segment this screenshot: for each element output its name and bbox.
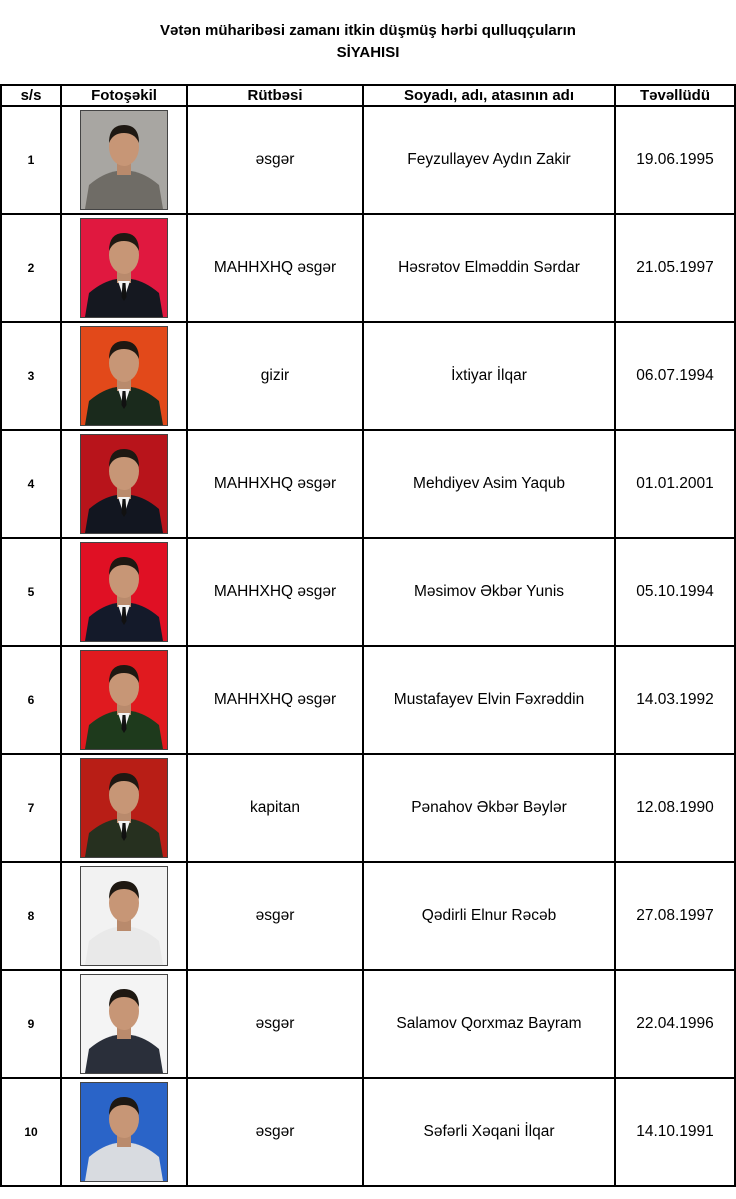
portrait-uniform-icon xyxy=(80,542,168,642)
birthdate-cell: 21.05.1997 xyxy=(615,214,735,322)
row-number: 7 xyxy=(1,754,61,862)
row-number: 8 xyxy=(1,862,61,970)
photo-cell xyxy=(61,1078,187,1186)
rank-cell: əsgər xyxy=(187,970,363,1078)
table-row xyxy=(1,970,735,1078)
photo-cell xyxy=(61,970,187,1078)
header-photo: Fotoşəkil xyxy=(61,85,187,106)
table-row xyxy=(1,430,735,538)
name-cell: Salamov Qorxmaz Bayram xyxy=(363,970,615,1078)
rank-cell: MAHHXHQ əsgər xyxy=(187,646,363,754)
name-cell: Pənahov Əkbər Bəylər xyxy=(363,754,615,862)
name-cell: Mustafayev Elvin Fəxrəddin xyxy=(363,646,615,754)
table-row xyxy=(1,1078,735,1186)
rank-cell: kapitan xyxy=(187,754,363,862)
portrait-civilian-icon xyxy=(80,1082,168,1182)
photo-cell xyxy=(61,646,187,754)
portrait-uniform-icon xyxy=(80,434,168,534)
row-number: 4 xyxy=(1,430,61,538)
table-row xyxy=(1,322,735,430)
name-cell: Mehdiyev Asim Yaqub xyxy=(363,430,615,538)
header-rank: Rütbəsi xyxy=(187,85,363,106)
birthdate-cell: 27.08.1997 xyxy=(615,862,735,970)
header-name: Soyadı, adı, atasının adı xyxy=(363,85,615,106)
photo-cell xyxy=(61,214,187,322)
rank-cell: MAHHXHQ əsgər xyxy=(187,430,363,538)
birthdate-cell: 14.03.1992 xyxy=(615,646,735,754)
birthdate-cell: 01.01.2001 xyxy=(615,430,735,538)
row-number: 2 xyxy=(1,214,61,322)
birthdate-cell: 06.07.1994 xyxy=(615,322,735,430)
name-cell: Həsrətov Elməddin Sərdar xyxy=(363,214,615,322)
name-cell: Qədirli Elnur Rəcəb xyxy=(363,862,615,970)
rank-cell: MAHHXHQ əsgər xyxy=(187,214,363,322)
row-number: 6 xyxy=(1,646,61,754)
row-number: 1 xyxy=(1,106,61,214)
birthdate-cell: 05.10.1994 xyxy=(615,538,735,646)
document-subtitle: SİYAHISI xyxy=(336,44,400,61)
portrait-civilian-icon xyxy=(80,974,168,1074)
photo-cell xyxy=(61,862,187,970)
portrait-civilian-icon xyxy=(80,866,168,966)
table-row xyxy=(1,106,735,214)
rank-cell: əsgər xyxy=(187,106,363,214)
table-row xyxy=(1,538,735,646)
row-number: 5 xyxy=(1,538,61,646)
photo-cell xyxy=(61,430,187,538)
photo-cell xyxy=(61,106,187,214)
name-cell: Məsimov Əkbər Yunis xyxy=(363,538,615,646)
header-birthdate: Təvəllüdü xyxy=(615,85,735,106)
personnel-table xyxy=(0,84,736,1187)
photo-cell xyxy=(61,754,187,862)
rank-cell: gizir xyxy=(187,322,363,430)
rank-cell: MAHHXHQ əsgər xyxy=(187,538,363,646)
row-number: 3 xyxy=(1,322,61,430)
photo-cell xyxy=(61,538,187,646)
table-header-row xyxy=(1,85,735,106)
name-cell: İxtiyar İlqar xyxy=(363,322,615,430)
document-title: Vətən müharibəsi zamanı itkin düşmüş hərbi qulluqçuların xyxy=(160,22,576,39)
birthdate-cell: 19.06.1995 xyxy=(615,106,735,214)
header-number: s/s xyxy=(1,85,61,106)
table-row xyxy=(1,646,735,754)
rank-cell: əsgər xyxy=(187,1078,363,1186)
table-row xyxy=(1,754,735,862)
birthdate-cell: 12.08.1990 xyxy=(615,754,735,862)
birthdate-cell: 14.10.1991 xyxy=(615,1078,735,1186)
table-row xyxy=(1,862,735,970)
rank-cell: əsgər xyxy=(187,862,363,970)
row-number: 10 xyxy=(1,1078,61,1186)
photo-cell xyxy=(61,322,187,430)
portrait-uniform-icon xyxy=(80,218,168,318)
name-cell: Feyzullayev Aydın Zakir xyxy=(363,106,615,214)
name-cell: Səfərli Xəqani İlqar xyxy=(363,1078,615,1186)
birthdate-cell: 22.04.1996 xyxy=(615,970,735,1078)
row-number: 9 xyxy=(1,970,61,1078)
portrait-uniform-icon xyxy=(80,650,168,750)
portrait-civilian-icon xyxy=(80,110,168,210)
portrait-uniform-icon xyxy=(80,758,168,858)
portrait-uniform-icon xyxy=(80,326,168,426)
table-row xyxy=(1,214,735,322)
